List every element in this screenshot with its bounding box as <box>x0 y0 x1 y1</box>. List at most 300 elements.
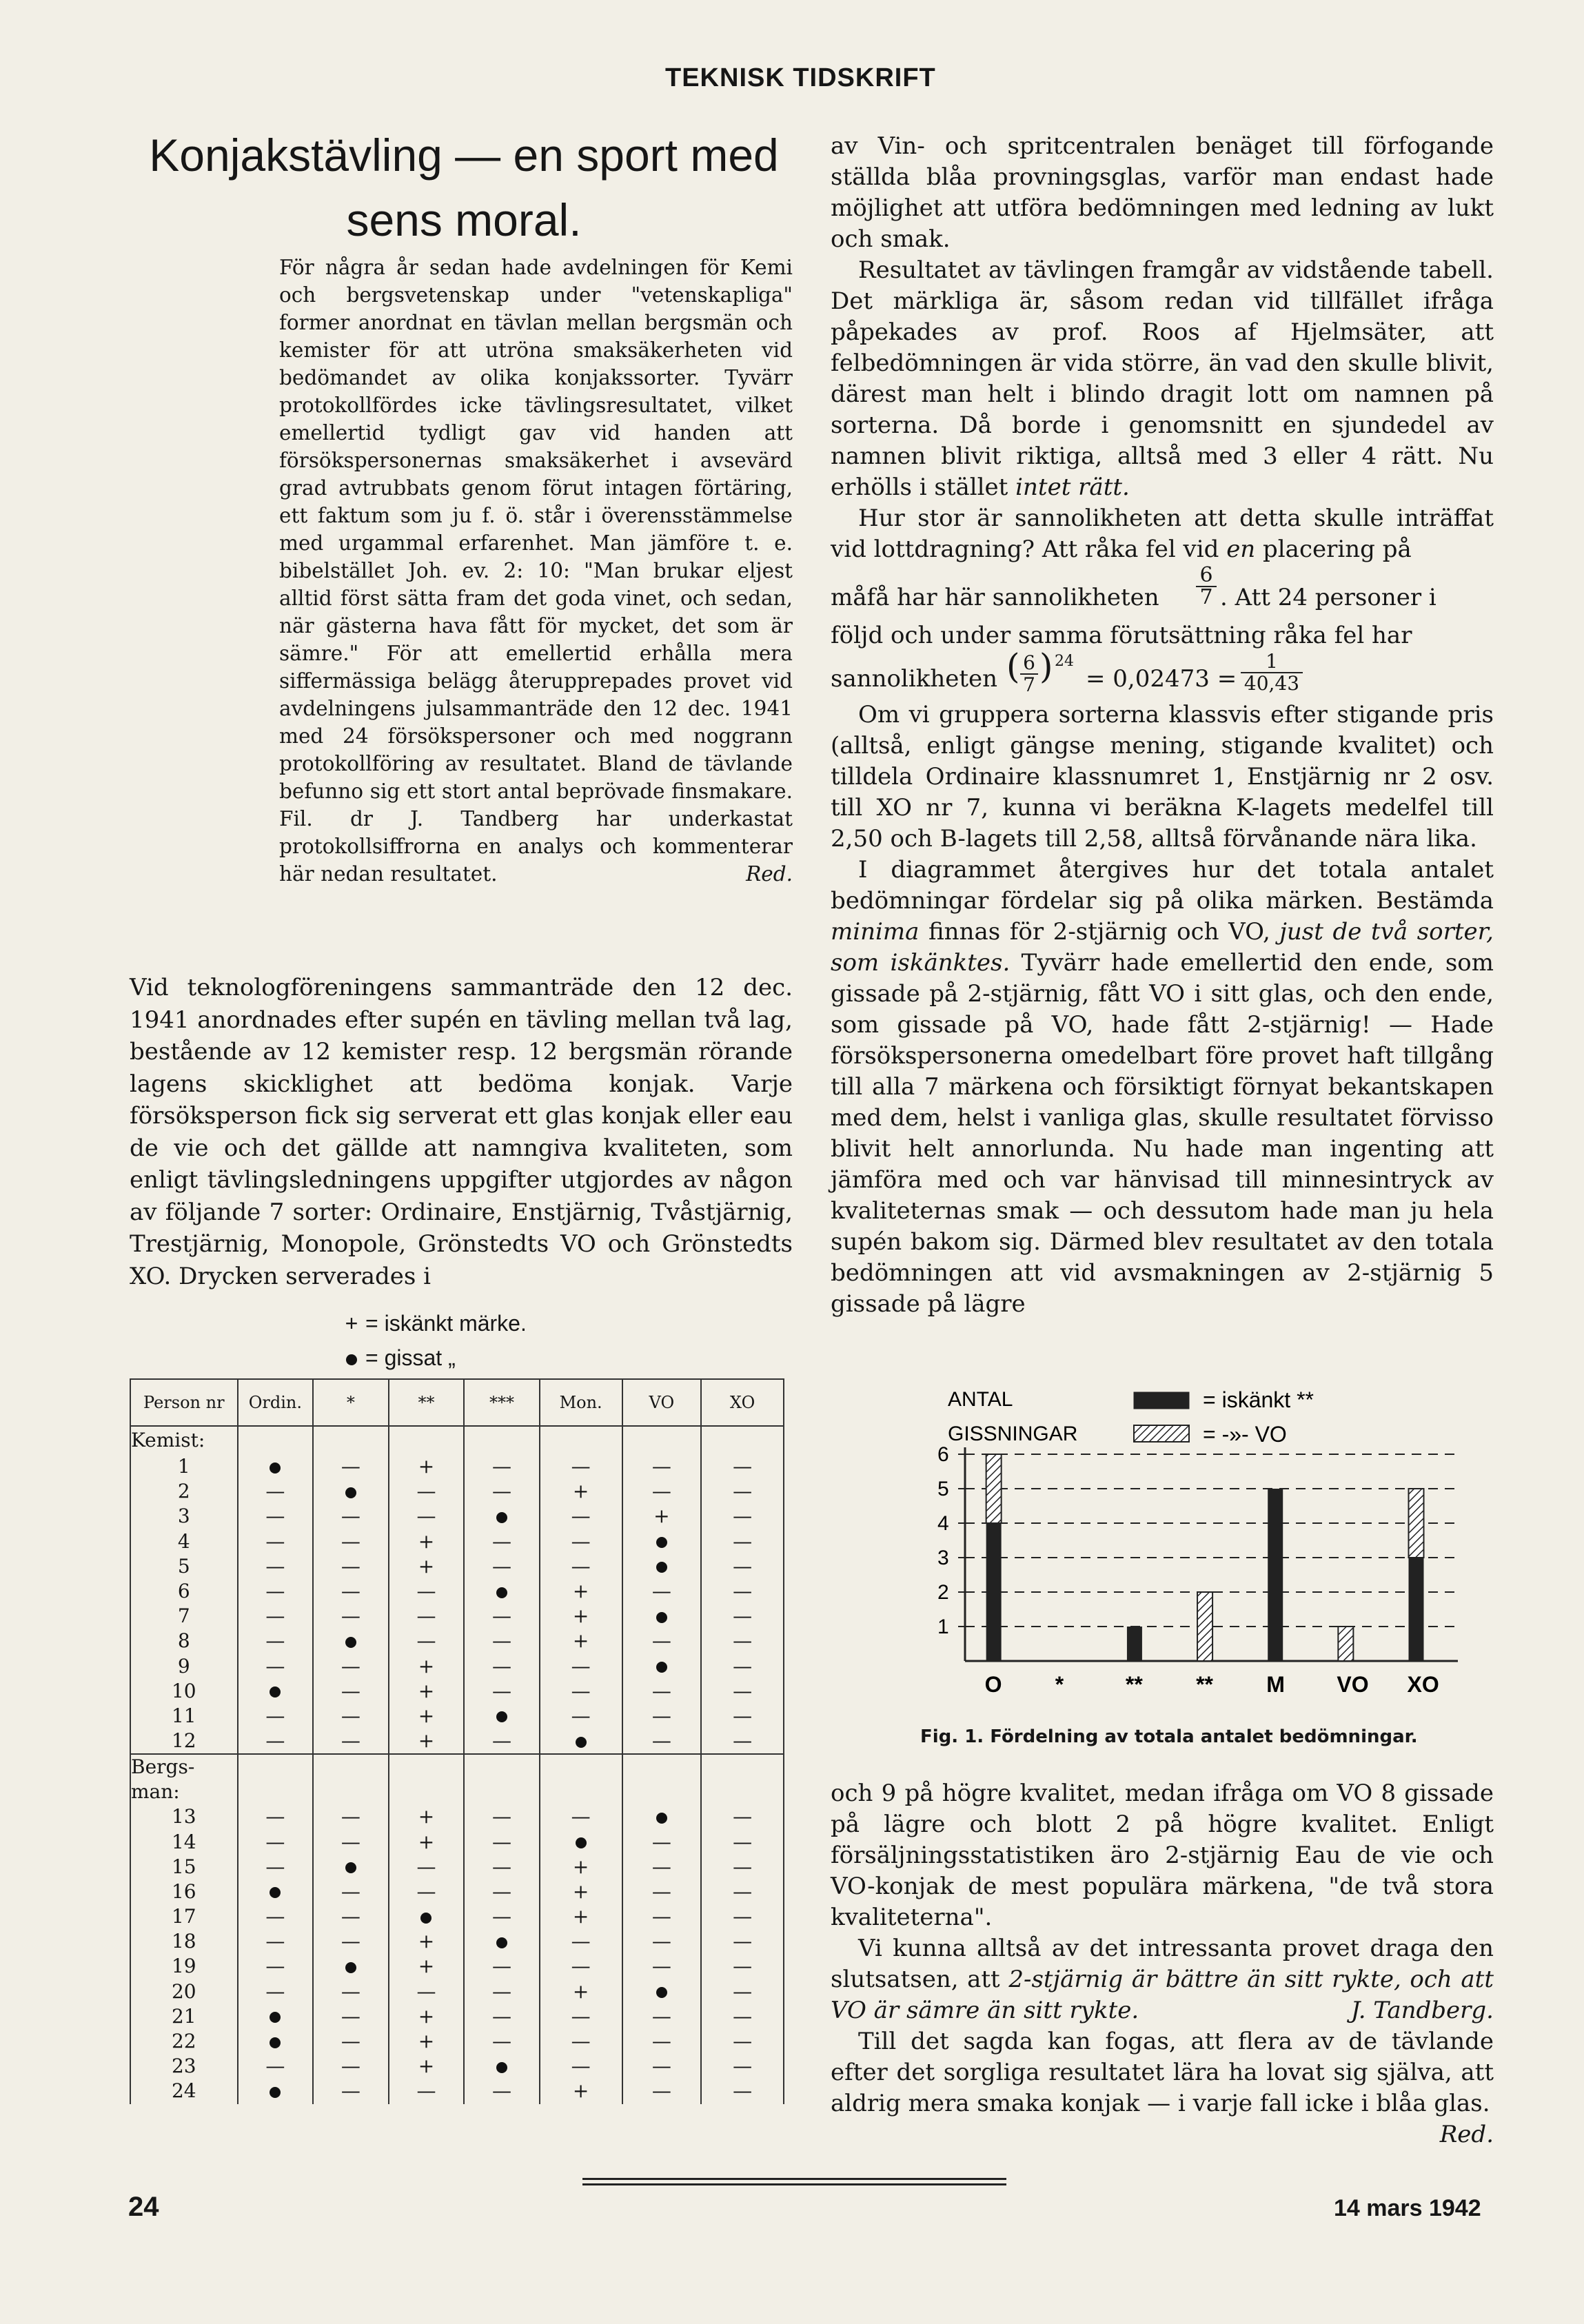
person-number: 19 <box>130 1954 238 1979</box>
left-paragraph: Vid teknologföreningens sammanträde den 12 dec. 1941 anordnades efter supén en tävling mellan två lag, bestående av 12 kemister resp. 12 bergsmän rörande lagens skicklighet att bedöma konjak. Varje försöksperson fick sig serverat ett glas konjak eller eau de vie och det gällde att namngiva kvaliteten, som enligt tävlingsledningens uppgifter utgjordes av någon av följande 7 sorter: Ordinaire, Enstjärnig, Tvåstjärnig, Trestjärnig, Monopole, Grönstedts VO och Grönstedts XO. Drycken serverades i <box>130 974 793 1290</box>
table-cell: — <box>701 1829 784 1854</box>
table-cell: — <box>464 2029 540 2054</box>
guess-dot <box>345 1487 356 1498</box>
right-paragraph-3: Hur stor är sannolikheten att detta skulle inträffat vid lottdragning? Att råka fel vid en placering på <box>831 504 1494 563</box>
guess-dot <box>270 2012 281 2023</box>
table-cell: + <box>389 1729 465 1754</box>
table-cell <box>464 1504 540 1529</box>
right-paragraph-7: Vi kunna alltså av det intressanta provet draga den slutsatsen, att 2-stjärnig är bättre än sitt rykte, och att VO är sämre än sitt rykte. J. Tandberg. <box>831 1935 1494 2024</box>
table-cell: — <box>238 1829 314 1854</box>
table-cell: — <box>238 1529 314 1554</box>
table-cell: — <box>622 1904 702 1929</box>
table-cell: — <box>313 1529 389 1554</box>
page-number: 24 <box>128 2192 159 2222</box>
table-row <box>130 1504 784 1529</box>
table-cell: — <box>313 2029 389 2054</box>
guess-dot <box>345 1962 356 1973</box>
table-cell: — <box>540 1654 622 1679</box>
table-legend <box>338 1306 527 1375</box>
table-header-cell: Ordin. <box>238 1379 314 1426</box>
person-number: 13 <box>130 1804 238 1829</box>
table-cell: — <box>464 1954 540 1979</box>
table-cell: — <box>313 1704 389 1729</box>
table-cell: — <box>389 1629 465 1653</box>
person-number: 7 <box>130 1604 238 1629</box>
table-row <box>130 1829 784 1854</box>
person-number: 10 <box>130 1679 238 1704</box>
guess-dot <box>656 1612 667 1623</box>
running-title: TEKNISK TIDSKRIFT <box>665 63 936 92</box>
guess-dot <box>656 1987 667 1998</box>
table-cell: — <box>238 1504 314 1529</box>
table-row <box>130 1704 784 1729</box>
table-cell: — <box>622 1929 702 1954</box>
intro-signature: Red. <box>746 862 793 886</box>
table-cell: — <box>622 1629 702 1653</box>
bar-iskankt-2star <box>986 1523 1002 1661</box>
table-cell: — <box>389 1855 465 1879</box>
table-cell: — <box>238 1579 314 1604</box>
guess-dot <box>345 1862 356 1873</box>
table-row <box>130 2054 784 2079</box>
table-cell: — <box>464 1679 540 1704</box>
legend-vo-text: = -»- VO <box>1203 1422 1287 1447</box>
table-cell: + <box>540 1855 622 1879</box>
person-number: 18 <box>130 1929 238 1954</box>
person-number: 20 <box>130 1979 238 2004</box>
table-cell <box>389 1904 465 1929</box>
table-cell: — <box>238 1654 314 1679</box>
table-cell: — <box>464 1454 540 1479</box>
guess-dot <box>656 1813 667 1824</box>
table-cell: — <box>540 1454 622 1479</box>
left-body <box>130 972 793 1292</box>
table-cell: — <box>389 1504 465 1529</box>
table-row <box>130 1579 784 1604</box>
table-row <box>130 2079 784 2103</box>
table-cell: — <box>313 1554 389 1579</box>
x-category-label: * <box>1055 1672 1064 1695</box>
table-cell: — <box>701 1729 784 1754</box>
table-cell: — <box>701 1479 784 1504</box>
table-cell: — <box>313 1904 389 1929</box>
table-row <box>130 1729 784 1754</box>
table-cell: — <box>464 2079 540 2103</box>
table-header-cell: Person nr <box>130 1379 238 1426</box>
table-cell: — <box>238 1604 314 1629</box>
table-cell: — <box>464 1654 540 1679</box>
table-header-cell: VO <box>622 1379 702 1426</box>
table-cell <box>464 2054 540 2079</box>
table-cell: + <box>389 2054 465 2079</box>
right-paragraph-2: Resultatet av tävlingen framgår av vidstående tabell. Det märkliga är, såsom redan vid tillfället ifråga påpekades av prof. Roos af Hjelmsäter, att felbedömningen är vida större, än vad den skulle blivit, därest man helt i blindo dragit lott om namnen på sorterna. Då borde i genomsnitt en sjundedel av namnen blivit riktiga, alltså med 3 eller 4 rätt. Nu erhölls i stället intet rätt. <box>831 256 1494 501</box>
table-cell: — <box>701 1855 784 1879</box>
table-row <box>130 1629 784 1653</box>
table-header-cell: *** <box>464 1379 540 1426</box>
table-cell: — <box>313 1929 389 1954</box>
table-cell: — <box>701 1529 784 1554</box>
table-cell <box>313 1855 389 1879</box>
table-group-label: Bergs-man: <box>130 1754 238 1804</box>
table-cell: + <box>540 1479 622 1504</box>
x-category-label: VO <box>1337 1672 1369 1695</box>
table-cell: + <box>540 1979 622 2004</box>
table-cell: — <box>464 1804 540 1829</box>
table-cell: — <box>389 1479 465 1504</box>
guess-dot <box>270 1887 281 1898</box>
table-cell <box>464 1579 540 1604</box>
person-number: 23 <box>130 2054 238 2079</box>
table-cell: + <box>540 1579 622 1604</box>
y-tick-label: 1 <box>937 1615 949 1638</box>
table-cell: + <box>540 1904 622 1929</box>
dot-legend-text: = gissat „ <box>365 1345 456 1370</box>
table-row <box>130 1879 784 1904</box>
table-row <box>130 1979 784 2004</box>
table-row <box>130 1954 784 1979</box>
guess-dot <box>656 1537 667 1548</box>
guess-dot <box>420 1913 431 1924</box>
table-cell: — <box>464 1829 540 1854</box>
table-cell: — <box>313 1729 389 1754</box>
table-row <box>130 1855 784 1879</box>
table-cell: — <box>313 1579 389 1604</box>
table-cell: — <box>389 1879 465 1904</box>
table-cell: — <box>464 1529 540 1554</box>
table-cell: — <box>389 1979 465 2004</box>
y-tick-label: 5 <box>937 1478 949 1500</box>
table-row <box>130 1654 784 1679</box>
x-category-label: ** <box>1196 1672 1213 1695</box>
person-number: 11 <box>130 1704 238 1729</box>
table-cell: + <box>389 1454 465 1479</box>
table-cell: — <box>701 1454 784 1479</box>
table-cell: — <box>313 1804 389 1829</box>
table-cell: — <box>701 1954 784 1979</box>
table-cell: — <box>701 2029 784 2054</box>
person-number: 3 <box>130 1504 238 1529</box>
person-number: 22 <box>130 2029 238 2054</box>
dot-symbol <box>346 1354 357 1365</box>
footer-rule-2 <box>582 2183 1006 2185</box>
table-cell: — <box>464 1855 540 1879</box>
legend-iskankt-text: = iskänkt ** <box>1203 1387 1314 1412</box>
table-cell: — <box>622 1954 702 1979</box>
person-number: 15 <box>130 1855 238 1879</box>
table-cell: — <box>313 1679 389 1704</box>
table-cell <box>622 1554 702 1579</box>
table-row <box>130 1804 784 1829</box>
person-number: 5 <box>130 1554 238 1579</box>
table-cell: + <box>389 1704 465 1729</box>
table-cell: — <box>622 1454 702 1479</box>
table-cell: — <box>540 1529 622 1554</box>
bar-iskankt-vo <box>1197 1592 1212 1661</box>
table-cell: — <box>238 1979 314 2004</box>
title-line-1: Konjakstävling — en sport med <box>149 130 779 181</box>
table-cell: — <box>238 1954 314 1979</box>
table-row <box>130 1554 784 1579</box>
guess-dot <box>270 1462 281 1474</box>
results-table <box>130 1378 784 2104</box>
table-cell <box>622 1529 702 1554</box>
guess-dot <box>496 1937 507 1948</box>
bar-iskankt-vo <box>1338 1627 1353 1661</box>
table-row <box>130 1904 784 1929</box>
table-cell: — <box>701 1704 784 1729</box>
plus-legend-text: = iskänkt märke. <box>365 1311 527 1336</box>
x-category-label: O <box>984 1672 1002 1695</box>
table-cell: + <box>622 1504 702 1529</box>
table-cell <box>622 1654 702 1679</box>
table-cell: + <box>389 1954 465 1979</box>
table-cell: + <box>389 1804 465 1829</box>
table-cell: — <box>622 1479 702 1504</box>
table-cell: + <box>389 1829 465 1854</box>
table-cell: — <box>464 1904 540 1929</box>
table-cell: — <box>701 1654 784 1679</box>
table-cell <box>313 1629 389 1653</box>
table-cell <box>540 1829 622 1854</box>
person-number: 4 <box>130 1529 238 1554</box>
person-number: 17 <box>130 1904 238 1929</box>
table-cell <box>238 1679 314 1704</box>
formula-line-1: måfå har här sannolikheten 6 7 . Att 24 personer i <box>831 563 1436 611</box>
right-paragraph-5: I diagrammet återgives hur det totala antalet bedömningar fördelar sig på olika märken. Bestämda minima finnas för 2-stjärnig och VO, just de två sorter, som iskänktes. Tyvärr hade emellertid den ende, som gissade på 2-stjärnig, fått VO i sitt glas, och den ende, som gissade på VO, hade fått 2-stjärnig! — Hade försökspersonerna omedelbart före provet haft tillgång till alla 7 märkena och försiktigt förnyat bekantskapen med dem, helst i vanliga glas, skulle resultatet förvisso blivit helt annorlunda. Nu hade man ingenting att jämföra med och var hänvisad till minnesintryck av kvaliteternas smak — och dessutom hade man ju hela supén bakom sig. Därmed blev resultatet av den totala bedömningen att vid avsmakningen av 2-stjärnig 5 gissade på lägre <box>831 856 1494 1318</box>
table-cell: + <box>389 1654 465 1679</box>
table-cell: — <box>622 2029 702 2054</box>
table-cell: — <box>464 1979 540 2004</box>
table-cell: — <box>701 1904 784 1929</box>
table-cell: — <box>540 1704 622 1729</box>
table-row <box>130 2004 784 2029</box>
bar-iskankt-2star <box>1409 1558 1424 1661</box>
person-number: 24 <box>130 2079 238 2103</box>
table-cell <box>238 2029 314 2054</box>
table-row <box>130 1529 784 1554</box>
guess-dot <box>270 2037 281 2048</box>
table-cell: — <box>701 1679 784 1704</box>
right-paragraph-6: och 9 på högre kvalitet, medan ifråga om VO 8 gissade på lägre och blott 2 på högre kvalitet. Enligt försäljningsstatistiken äro 2-stjärnig Eau de vie och VO-konjak de mest populära märkena, "de två stora kvaliteterna". <box>831 1780 1494 1931</box>
plus-symbol: + <box>345 1311 358 1336</box>
table-cell: — <box>622 1729 702 1754</box>
table-cell: — <box>238 1704 314 1729</box>
table-cell: — <box>313 1504 389 1529</box>
person-number: 21 <box>130 2004 238 2029</box>
guess-dot <box>496 2062 507 2073</box>
table-cell: — <box>701 1879 784 1904</box>
table-cell: + <box>540 2079 622 2103</box>
table-cell: — <box>238 2054 314 2079</box>
table-cell: — <box>622 1579 702 1604</box>
table-cell: — <box>540 1504 622 1529</box>
table-row <box>130 2029 784 2054</box>
table-row <box>130 1604 784 1629</box>
table-cell: — <box>540 1954 622 1979</box>
right-paragraph-4: Om vi gruppera sorterna klassvis efter stigande pris (alltså, enligt gängse mening, stigande kvalitet) och tilldela Ordinaire klassnumret 1, Enstjärnig nr 2 osv. till XO nr 7, kunna vi beräkna K-lagets medelfel till 2,50 och B-lagets till 2,58, alltså förvånande nära lika. <box>831 701 1494 853</box>
table-cell: — <box>701 2079 784 2103</box>
table-cell: — <box>313 1979 389 2004</box>
footer-rule <box>582 2178 1006 2180</box>
table-cell: — <box>464 1629 540 1653</box>
table-cell: — <box>389 1579 465 1604</box>
table-cell: — <box>313 1829 389 1854</box>
table-cell: — <box>622 1879 702 1904</box>
table-cell: — <box>701 1804 784 1829</box>
table-cell: — <box>622 1829 702 1854</box>
bar-iskankt-2star <box>1127 1627 1142 1661</box>
table-cell: — <box>464 1879 540 1904</box>
table-cell: — <box>389 2079 465 2103</box>
guess-dot <box>496 1587 507 1598</box>
distribution-chart <box>831 1385 1479 1695</box>
table-cell: — <box>540 1804 622 1829</box>
article-title <box>130 123 798 252</box>
table-cell: — <box>701 2054 784 2079</box>
table-cell: — <box>622 2079 702 2103</box>
table-cell: + <box>389 2029 465 2054</box>
table-cell: — <box>238 1629 314 1653</box>
x-category-label: ** <box>1125 1672 1143 1695</box>
table-cell <box>464 1704 540 1729</box>
y-tick-label: 2 <box>937 1581 949 1604</box>
table-row <box>130 1929 784 1954</box>
table-cell: + <box>540 1604 622 1629</box>
table-cell: — <box>238 1929 314 1954</box>
table-header-cell: ** <box>389 1379 465 1426</box>
table-cell: + <box>540 1629 622 1653</box>
table-header-cell: * <box>313 1379 389 1426</box>
legend-gissningar: GISSNINGAR <box>948 1423 1078 1445</box>
table-cell: — <box>701 1579 784 1604</box>
table-group-label: Kemist: <box>130 1426 238 1454</box>
right-column-lower <box>831 1778 1494 2150</box>
table-cell: — <box>464 1729 540 1754</box>
table-cell: — <box>238 1479 314 1504</box>
guess-dot <box>496 1711 507 1722</box>
table-cell <box>622 1604 702 1629</box>
table-cell: — <box>540 2029 622 2054</box>
x-category-label: M <box>1266 1672 1285 1695</box>
table-cell: — <box>540 1929 622 1954</box>
editor-intro <box>279 254 793 888</box>
guess-dot <box>656 1562 667 1573</box>
table-cell: — <box>464 2004 540 2029</box>
table-header-cell: Mon. <box>540 1379 622 1426</box>
person-number: 1 <box>130 1454 238 1479</box>
legend-solid-swatch <box>1134 1392 1189 1409</box>
table-cell: — <box>540 2004 622 2029</box>
table-cell: — <box>701 1629 784 1653</box>
right-paragraph-1: av Vin- och spritcentralen benäget till förfogande ställda blåa provningsglas, varför man endast hade möjlighet att utföra bedömningen med ledning av lukt och smak. <box>831 132 1494 253</box>
person-number: 9 <box>130 1654 238 1679</box>
table-row <box>130 1679 784 1704</box>
table-cell <box>622 1979 702 2004</box>
table-cell: — <box>540 2054 622 2079</box>
table-cell: — <box>313 2004 389 2029</box>
table-cell: — <box>622 1855 702 1879</box>
table-cell: — <box>313 1879 389 1904</box>
x-category-label: XO <box>1407 1672 1439 1695</box>
guess-dot <box>576 1837 587 1848</box>
table-cell: — <box>701 2004 784 2029</box>
table-cell: — <box>464 1554 540 1579</box>
table-cell: — <box>313 1454 389 1479</box>
table-row <box>130 1454 784 1479</box>
right-column: av Vin- och spritcentralen benäget till förfogande ställda blåa provningsglas, varför man endast hade möjlighet att utföra bedömningen med ledning av lukt och smak. Resultatet av tävlingen framgår av vidstående tabell. Det märkliga är, såsom redan vid tillfället ifråga påpekades av prof. Roos af Hjelmsäter, att felbedömningen är vida större, än vad den skulle blivit, därest man helt i blindo dragit lott om namnen på sorterna. Då borde i genomsnitt en sjundedel av namnen blivit riktiga, alltså med 3 eller 4 rätt. Nu erhölls i stället intet rätt. Hur stor är sannolikheten att detta skulle inträffat vid lottdragning? Att råka fel vid en placering på måfå har här sannolikheten 6 7 . Att 24 personer i följd och under samma förutsättning råka fel har sannolikheten ( 6 7 ) 24 = 0,02473 = 1 40,43 Om vi gruppera sorterna klassvis efter stigande pris (alltså, enligt gängse mening, stigande kvalitet) och tilldela Ordinaire klassnumret 1, Enstjärnig nr 2 osv. till XO nr 7, kunna vi beräkna K-lagets medelfel till 2,50 och B-lagets till 2,58, alltså förvånande nära lika. I diagrammet återgives hur det totala antalet bedömningar fördelar sig på olika märken. Bestämda minima finnas för 2-stjärnig och VO, just de två sorter, som iskänktes. Tyvärr hade emellertid den ende, som gissade på 2-stjärnig, fått VO i sitt glas, och den ende, som gissade på VO, hade fått 2-stjärnig! — Hade försökspersonerna omedelbart före provet haft tillgång till alla 7 märkena och försiktigt förnyat bekantskapen med dem, helst i vanliga glas, skulle resultatet förvisso blivit helt annorlunda. Nu hade man ingenting att jämföra med och var hänvisad till minnesintryck av kvaliteternas smak — och dessutom hade man ju hela supén bakom sig. Därmed blev resultatet av den totala bedömningen att vid avsmakningen av 2-stjärnig 5 gissade på lägre <box>831 131 1494 1320</box>
intro-text: För några år sedan hade avdelningen för Kemi och bergsvetenskap under "vetenskapliga" former anordnat en tävlan mellan bergsmän och kemister för att utröna smaksäkerheten vid bedömandet av olika konjakssorter. Tyvärr protokollfördes icke tävlingsresultatet, vilket emellertid tydligt gav vid handen att försökspersonernas smaksäkerhet i avsevärd grad avtrubbats genom förut intagen förtäring, ett faktum som ju f. ö. står i överensstämmelse med urgammal erfarenhet. Man jämföre t. e. bibelstället Joh. ev. 2: 10: "Man brukar eljest alltid först sätta fram det goda vinet, och sedan, när gästerna hava fått för mycket, det som är sämre." För att emellertid erhålla mera siffermässiga belägg återupprepades provet vid avdelningens julsammanträde den 12 dec. 1941 med 24 försökspersoner och med noggrann protokollföring av resultatet. Bland de tävlande befunno sig ett stort antal beprövade finsmakare. Fil. dr J. Tandberg har underkastat protokollsiffrorna en analys och kommenterar här nedan resultatet. <box>279 256 793 886</box>
y-tick-label: 6 <box>937 1443 949 1466</box>
guess-dot <box>270 2087 281 2098</box>
person-number: 6 <box>130 1579 238 1604</box>
formula-line-2: sannolikheten ( 6 7 ) 24 = 0,02473 = 1 40,43 <box>831 651 1494 700</box>
table-cell <box>238 2004 314 2029</box>
table-cell: — <box>238 1729 314 1754</box>
table-header-cell: XO <box>701 1379 784 1426</box>
person-number: 12 <box>130 1729 238 1754</box>
table-cell: — <box>464 1604 540 1629</box>
figure-caption: Fig. 1. Fördelning av totala antalet bedömningar. <box>920 1726 1418 1747</box>
table-cell <box>313 1954 389 1979</box>
table-cell: — <box>540 1679 622 1704</box>
legend-antal: ANTAL <box>948 1388 1013 1411</box>
person-number: 8 <box>130 1629 238 1653</box>
person-number: 16 <box>130 1879 238 1904</box>
table-cell: — <box>389 1604 465 1629</box>
y-tick-label: 3 <box>937 1547 949 1569</box>
bar-iskankt-2star <box>1268 1489 1283 1661</box>
table-cell: — <box>622 2054 702 2079</box>
table-cell: — <box>313 1604 389 1629</box>
guess-dot <box>270 1686 281 1698</box>
table-cell: — <box>540 1554 622 1579</box>
table-cell <box>313 1479 389 1504</box>
table-cell: — <box>701 1979 784 2004</box>
person-number: 2 <box>130 1479 238 1504</box>
table-cell: — <box>622 2004 702 2029</box>
table-cell <box>464 1929 540 1954</box>
table-cell: — <box>701 1929 784 1954</box>
table-row <box>130 1479 784 1504</box>
table-cell: — <box>238 1904 314 1929</box>
table-cell: + <box>389 2004 465 2029</box>
person-number: 14 <box>130 1829 238 1854</box>
table-cell: — <box>701 1554 784 1579</box>
table-cell: — <box>238 1804 314 1829</box>
table-cell: + <box>389 1554 465 1579</box>
guess-dot <box>345 1637 356 1648</box>
table-cell <box>238 2079 314 2103</box>
y-tick-label: 4 <box>937 1512 949 1535</box>
table-cell: — <box>313 1654 389 1679</box>
bar-iskankt-vo <box>986 1454 1002 1523</box>
title-line-2: sens moral. <box>346 194 582 245</box>
right-paragraph-8: Till det sagda kan fogas, att flera av de tävlande efter det sorgliga resultatet lära ha lovat sig själva, att aldrig mera smaka konjak — i varje fall icke i blåa glas. Red. <box>831 2028 1494 2148</box>
table-cell: + <box>389 1679 465 1704</box>
table-cell: — <box>701 1604 784 1629</box>
table-cell <box>622 1804 702 1829</box>
table-cell: + <box>389 1929 465 1954</box>
table-cell: — <box>313 2054 389 2079</box>
table-cell: — <box>313 2079 389 2103</box>
bar-iskankt-vo <box>1409 1489 1424 1558</box>
table-cell: — <box>622 1704 702 1729</box>
table-cell: — <box>701 1504 784 1529</box>
legend-hatch-swatch <box>1134 1425 1189 1442</box>
table-cell: — <box>464 1479 540 1504</box>
table-cell <box>238 1879 314 1904</box>
table-cell: + <box>389 1529 465 1554</box>
